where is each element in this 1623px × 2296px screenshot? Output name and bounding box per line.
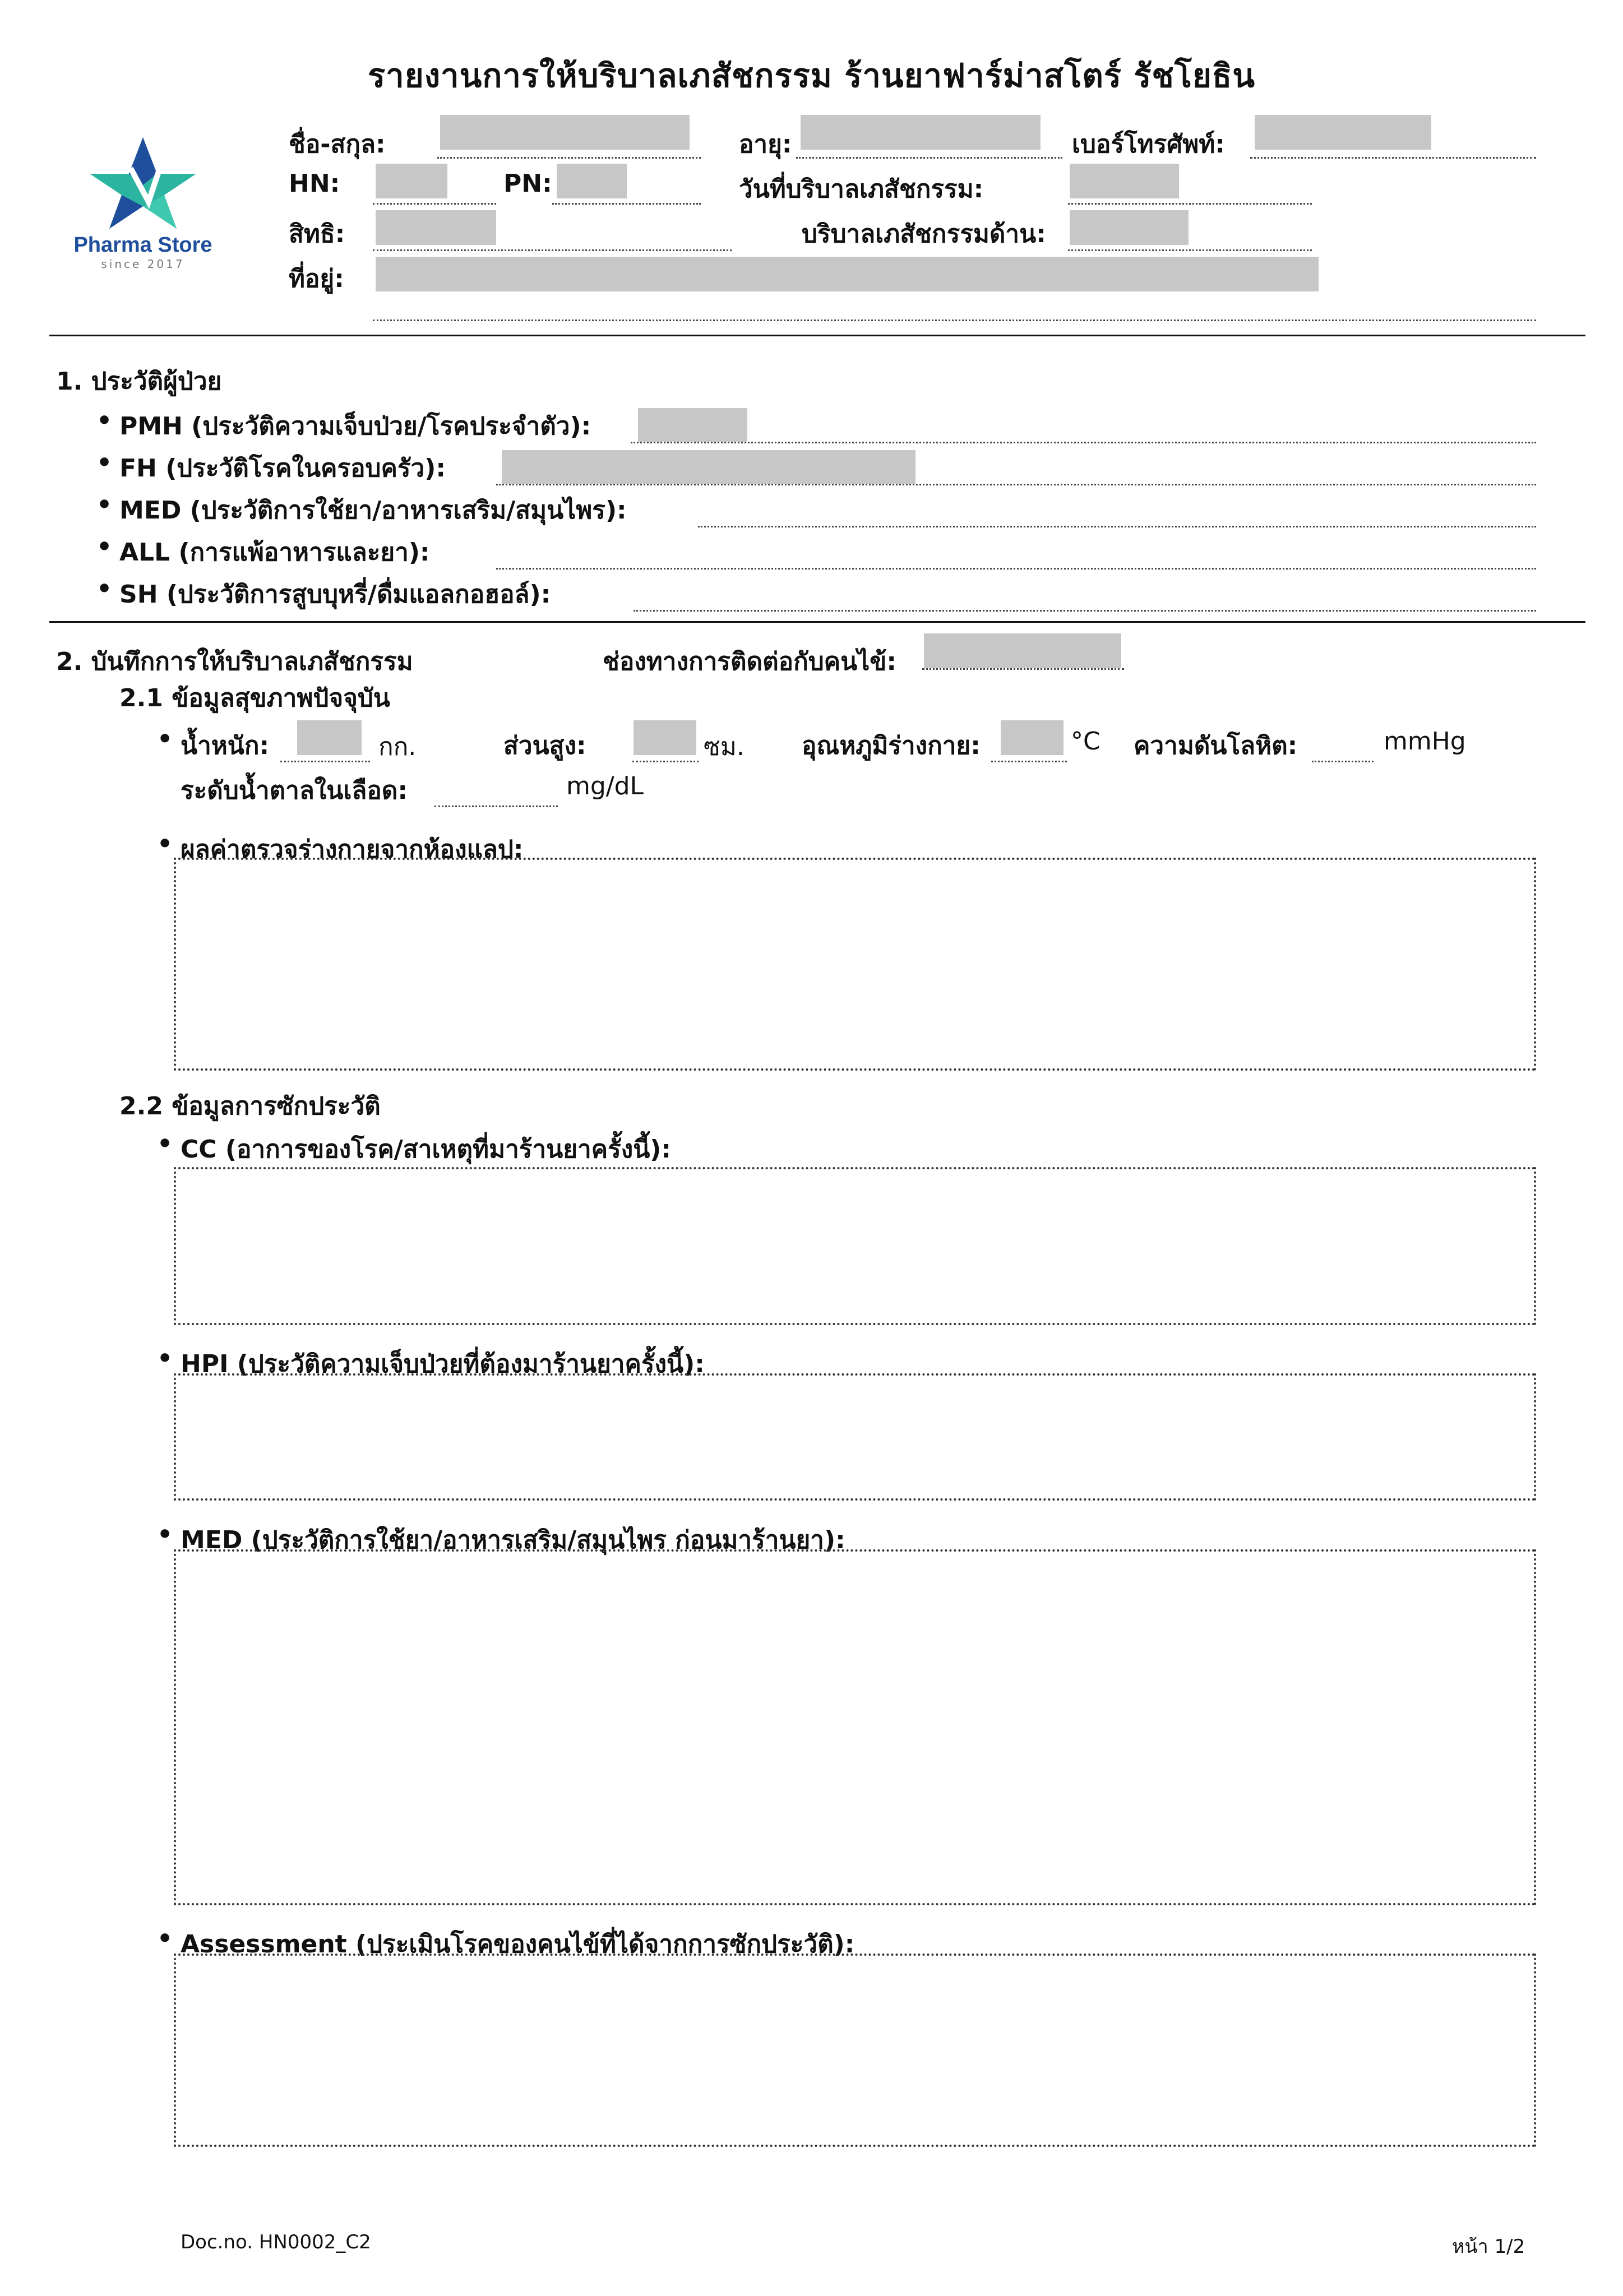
hn-field[interactable]: [373, 203, 496, 205]
med-before-box[interactable]: [174, 1549, 1536, 1905]
pn-label: PN:: [503, 169, 552, 198]
bullet: •: [96, 490, 113, 519]
temperature-field[interactable]: [991, 761, 1067, 762]
pmh-field[interactable]: [631, 442, 1536, 443]
bullet: •: [96, 575, 113, 603]
med-before-label: MED (ประวัติการใช้ยา/อาหารเสริม/สมุนไพร ก่อนมาร้านยา):: [181, 1526, 845, 1554]
fh-label: FH (ประวัติโรคในครอบครัว):: [119, 454, 446, 483]
rights-label: สิทธิ:: [289, 220, 345, 248]
social-history-field[interactable]: [634, 610, 1536, 612]
contact-label: ช่องทางการติดต่อกับคนไข้:: [603, 647, 896, 676]
bullet: •: [157, 1344, 173, 1373]
phone-label: เบอร์โทรศัพท์:: [1072, 130, 1225, 159]
blood-sugar-unit: mg/dL: [566, 772, 644, 800]
cc-box[interactable]: [174, 1167, 1536, 1325]
hn-redaction: [376, 164, 447, 198]
blood-pressure-label: ความดันโลหิต:: [1134, 732, 1298, 760]
age-redaction: [801, 115, 1041, 150]
logo-name: Pharma Store: [73, 233, 212, 257]
header-divider: [49, 335, 1585, 336]
lab-results-box[interactable]: [174, 858, 1536, 1071]
lab-results-label: ผลค่าตรวจร่างกายจากห้องแลป:: [181, 835, 524, 864]
height-unit: ซม.: [704, 733, 745, 761]
weight-redaction: [297, 720, 362, 755]
rights-redaction: [376, 210, 496, 245]
page-title: รายงานการให้บริบาลเภสัชกรรม ร้านยาฟาร์ม่าสโตร์ รัชโยธิน: [368, 57, 1255, 95]
pmh-redaction: [638, 408, 747, 442]
contact-field[interactable]: [922, 668, 1124, 670]
bullet: •: [157, 725, 173, 753]
address-field[interactable]: [373, 320, 1536, 321]
doc-number: Doc.no. HN0002_C2: [181, 2231, 371, 2253]
assessment-box[interactable]: [174, 1954, 1536, 2147]
assessment-label: Assessment (ประเมินโรคของคนไข้ที่ได้จากการซักประวัติ):: [181, 1930, 855, 1959]
age-label: อายุ:: [739, 130, 792, 159]
pmh-label: PMH (ประวัติความเจ็บป่วย/โรคประจำตัว):: [119, 412, 591, 441]
height-label: ส่วนสูง:: [503, 732, 586, 760]
temperature-redaction: [1001, 720, 1063, 755]
fh-redaction: [502, 450, 915, 484]
weight-field[interactable]: [280, 761, 370, 762]
pharma-store-logo: [64, 135, 221, 275]
logo-since: since 2017: [101, 257, 185, 271]
phone-redaction: [1255, 115, 1431, 150]
bullet: •: [157, 1924, 173, 1953]
service-date-label: วันที่บริบาลเภสัชกรรม:: [739, 175, 984, 203]
bullet: •: [96, 406, 113, 435]
blood-sugar-label: ระดับน้ำตาลในเลือด:: [181, 776, 408, 805]
bullet: •: [96, 533, 113, 561]
pn-redaction: [557, 164, 627, 198]
age-field[interactable]: [796, 157, 1062, 159]
bullet: •: [157, 830, 173, 858]
temperature-label: อุณหภูมิร่างกาย:: [802, 732, 981, 760]
rights-field[interactable]: [373, 249, 732, 251]
med-history-field[interactable]: [698, 526, 1536, 527]
service-type-field[interactable]: [1068, 249, 1312, 251]
service-date-redaction: [1070, 164, 1179, 198]
name-label: ชื่อ-สกุล:: [289, 130, 386, 159]
height-redaction: [634, 720, 696, 755]
phone-field[interactable]: [1250, 157, 1536, 159]
allergy-label: ALL (การแพ้อาหารและยา):: [119, 538, 430, 567]
bullet: •: [96, 448, 113, 477]
address-label: ที่อยู่:: [289, 265, 344, 293]
med-history-label: MED (ประวัติการใช้ยา/อาหารเสริม/สมุนไพร):: [119, 496, 627, 525]
name-redaction: [440, 115, 690, 150]
fh-field[interactable]: [496, 484, 1536, 485]
bullet: •: [157, 1130, 173, 1158]
page-number: หน้า 1/2: [1452, 2235, 1525, 2258]
service-type-label: บริบาลเภสัชกรรมด้าน:: [802, 220, 1046, 248]
star-logo-icon: [64, 135, 221, 230]
hpi-box[interactable]: [174, 1373, 1536, 1501]
section1-title: 1. ประวัติผู้ป่วย: [56, 367, 222, 396]
section2-title: 2. บันทึกการให้บริบาลเภสัชกรรม: [56, 647, 413, 676]
social-history-label: SH (ประวัติการสูบบุหรี่/ดื่มแอลกอฮอล์):: [119, 580, 551, 609]
allergy-field[interactable]: [496, 568, 1536, 570]
address-redaction: [376, 257, 1319, 291]
contact-redaction: [924, 633, 1121, 668]
weight-unit: กก.: [378, 733, 417, 761]
pn-field[interactable]: [552, 203, 701, 205]
temperature-unit: °C: [1071, 727, 1101, 756]
blood-sugar-field[interactable]: [434, 806, 558, 807]
service-type-redaction: [1070, 210, 1189, 245]
cc-label: CC (อาการของโรค/สาเหตุที่มาร้านยาครั้งนี้):: [181, 1135, 672, 1164]
hpi-label: HPI (ประวัติความเจ็บป่วยที่ต้องมาร้านยาครั้งนี้):: [181, 1350, 705, 1378]
height-field[interactable]: [632, 761, 699, 762]
name-field[interactable]: [437, 157, 701, 159]
blood-pressure-field[interactable]: [1312, 761, 1374, 762]
sub2-title: 2.2 ข้อมูลการซักประวัติ: [119, 1092, 381, 1121]
service-date-field[interactable]: [1068, 203, 1312, 205]
bullet: •: [157, 1520, 173, 1549]
hn-label: HN:: [289, 169, 340, 198]
blood-pressure-unit: mmHg: [1384, 727, 1466, 756]
section-divider: [49, 621, 1585, 623]
weight-label: น้ำหนัก:: [181, 732, 270, 760]
sub1-title: 2.1 ข้อมูลสุขภาพปัจจุบัน: [119, 684, 390, 712]
